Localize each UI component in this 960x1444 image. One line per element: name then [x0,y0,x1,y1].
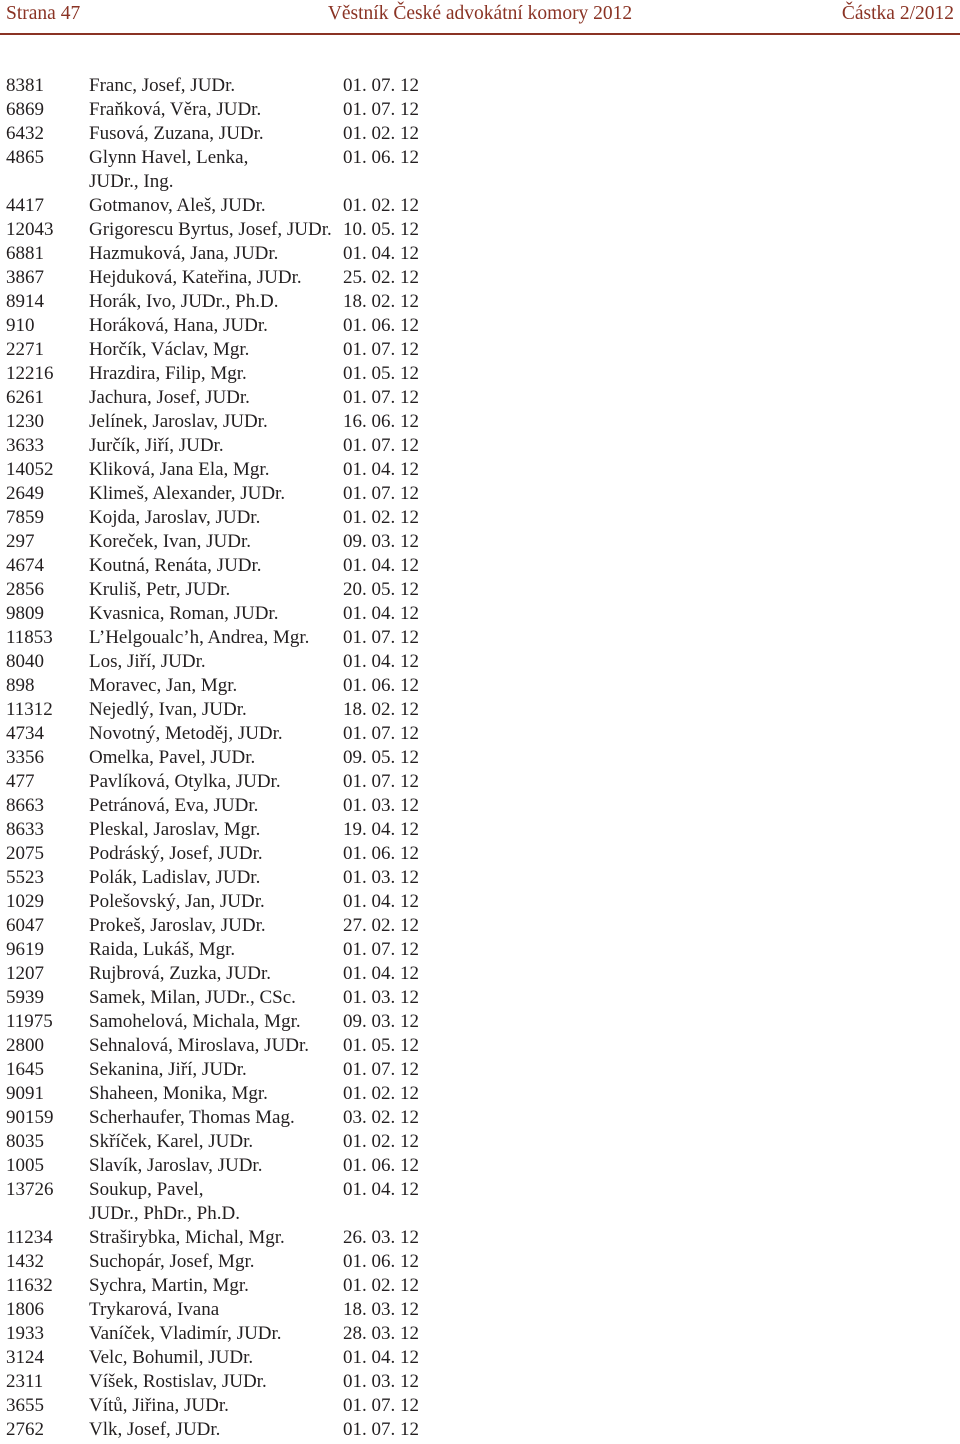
entry-row [0,386,960,410]
effective-date: 01. 07. 12 [343,1419,419,1440]
entry-row [0,770,960,794]
entry-row [0,938,960,962]
member-name: Horčík, Václav, Mgr. [89,339,250,360]
member-name: Omelka, Pavel, JUDr. [89,747,256,768]
effective-date: 20. 05. 12 [343,579,419,600]
entry-row [0,1106,960,1130]
registration-number: 13726 [6,1179,54,1200]
registration-number: 2800 [6,1035,44,1056]
member-name: Horák, Ivo, JUDr., Ph.D. [89,291,279,312]
member-name: Raida, Lukáš, Mgr. [89,939,236,960]
member-name: Kruliš, Petr, JUDr. [89,579,231,600]
entry-row [0,578,960,602]
entry-row [0,986,960,1010]
effective-date: 01. 05. 12 [343,363,419,384]
registration-number: 3124 [6,1347,44,1368]
registration-number: 6432 [6,123,44,144]
entry-row [0,362,960,386]
effective-date: 01. 06. 12 [343,1251,419,1272]
effective-date: 09. 03. 12 [343,1011,419,1032]
member-name: Trykarová, Ivana [89,1299,220,1320]
member-name: Hejduková, Kateřina, JUDr. [89,267,302,288]
registration-number: 8633 [6,819,44,840]
entry-row [0,410,960,434]
entry-row [0,242,960,266]
registration-number: 297 [6,531,35,552]
member-name: Hrazdira, Filip, Mgr. [89,363,247,384]
member-name: Víšek, Rostislav, JUDr. [89,1371,267,1392]
registration-number: 8914 [6,291,44,312]
effective-date: 01. 07. 12 [343,99,419,120]
registration-number: 11234 [6,1227,53,1248]
registration-number: 6261 [6,387,44,408]
entry-row [0,1370,960,1394]
registration-number: 12216 [6,363,54,384]
registration-number: 11632 [6,1275,53,1296]
entry-row [0,74,960,98]
member-name-line: JUDr., PhDr., Ph.D. [89,1203,240,1224]
registration-number: 2311 [6,1371,44,1392]
registration-number: 2856 [6,579,44,600]
entry-row [0,290,960,314]
effective-date: 01. 02. 12 [343,1275,419,1296]
registration-number: 11975 [6,1011,53,1032]
entry-row [0,98,960,122]
effective-date: 19. 04. 12 [343,819,419,840]
member-name: Jachura, Josef, JUDr. [89,387,250,408]
entry-row [0,962,960,986]
entry-row [0,1154,960,1178]
effective-date: 01. 07. 12 [343,435,419,456]
entry-row [0,1274,960,1298]
registration-number: 8381 [6,75,44,96]
entry-row [0,866,960,890]
member-name: Polešovský, Jan, JUDr. [89,891,265,912]
entry-row [0,338,960,362]
registration-number: 6047 [6,915,44,936]
effective-date: 01. 07. 12 [343,1395,419,1416]
member-name: Shaheen, Monika, Mgr. [89,1083,268,1104]
registration-number: 2271 [6,339,44,360]
member-name: Kojda, Jaroslav, JUDr. [89,507,261,528]
entry-row [0,194,960,218]
effective-date: 01. 03. 12 [343,1371,419,1392]
effective-date: 01. 04. 12 [343,891,419,912]
member-name: Grigorescu Byrtus, Josef, JUDr. [89,219,332,240]
member-name: Sehnalová, Miroslava, JUDr. [89,1035,310,1056]
registration-number: 6881 [6,243,44,264]
effective-date: 28. 03. 12 [343,1323,419,1344]
effective-date: 01. 03. 12 [343,795,419,816]
member-name: Vlk, Josef, JUDr. [89,1419,221,1440]
registration-number: 1645 [6,1059,44,1080]
member-name: Novotný, Metoděj, JUDr. [89,723,283,744]
effective-date: 01. 07. 12 [343,387,419,408]
member-name: Sekanina, Jiří, JUDr. [89,1059,247,1080]
entry-row [0,458,960,482]
effective-date: 01. 04. 12 [343,555,419,576]
entry-row [0,818,960,842]
registration-number: 1005 [6,1155,44,1176]
effective-date: 01. 02. 12 [343,1083,419,1104]
entry-row [0,1178,960,1226]
entry-row [0,530,960,554]
entry-row [0,1226,960,1250]
registration-number: 1230 [6,411,44,432]
member-name: Fusová, Zuzana, JUDr. [89,123,264,144]
member-name: Klimeš, Alexander, JUDr. [89,483,286,504]
entry-row [0,434,960,458]
effective-date: 01. 07. 12 [343,339,419,360]
entry-row [0,1322,960,1346]
effective-date: 10. 05. 12 [343,219,419,240]
registration-number: 2075 [6,843,44,864]
journal-title: Věstník České advokátní komory 2012 [327,3,633,24]
effective-date: 01. 02. 12 [343,195,419,216]
effective-date: 25. 02. 12 [343,267,419,288]
effective-date: 26. 03. 12 [343,1227,419,1248]
entry-row [0,602,960,626]
effective-date: 01. 04. 12 [343,243,419,264]
effective-date: 01. 03. 12 [343,867,419,888]
effective-date: 01. 07. 12 [343,771,419,792]
member-name-line: JUDr., Ing. [89,171,174,192]
effective-date: 01. 07. 12 [343,723,419,744]
registration-number: 477 [6,771,35,792]
member-name: Horáková, Hana, JUDr. [89,315,268,336]
registration-number: 910 [6,315,35,336]
entry-row [0,506,960,530]
member-name-line: Soukup, Pavel, [89,1179,204,1200]
member-name: Franc, Josef, JUDr. [89,75,236,96]
registration-number: 90159 [6,1107,54,1128]
member-list [0,74,960,1442]
member-name: Podráský, Josef, JUDr. [89,843,263,864]
entry-row [0,1418,960,1442]
member-name: Los, Jiří, JUDr. [89,651,206,672]
entry-row [0,482,960,506]
entry-row [0,914,960,938]
entry-row [0,890,960,914]
registration-number: 1207 [6,963,44,984]
registration-number: 8035 [6,1131,44,1152]
entry-row [0,1394,960,1418]
member-name: Vítů, Jiřina, JUDr. [89,1395,229,1416]
entry-row [0,1082,960,1106]
entry-row [0,1058,960,1082]
effective-date: 27. 02. 12 [343,915,419,936]
entry-row [0,1034,960,1058]
effective-date: 18. 03. 12 [343,1299,419,1320]
effective-date: 01. 07. 12 [343,1059,419,1080]
registration-number: 2762 [6,1419,44,1440]
registration-number: 3867 [6,267,44,288]
effective-date: 01. 04. 12 [343,603,419,624]
member-name: Vaníček, Vladimír, JUDr. [89,1323,282,1344]
member-name: Jurčík, Jiří, JUDr. [89,435,224,456]
effective-date: 01. 04. 12 [343,459,419,480]
entry-row [0,1298,960,1322]
entry-row [0,1010,960,1034]
effective-date: 01. 07. 12 [343,483,419,504]
effective-date: 01. 06. 12 [343,1155,419,1176]
member-name: Fraňková, Věra, JUDr. [89,99,262,120]
effective-date: 18. 02. 12 [343,291,419,312]
entry-row [0,674,960,698]
member-name: Koreček, Ivan, JUDr. [89,531,251,552]
entry-row [0,146,960,194]
effective-date: 01. 04. 12 [343,1179,419,1200]
page-header [0,2,960,26]
member-name: Rujbrová, Zuzka, JUDr. [89,963,272,984]
member-name [89,1178,339,1226]
effective-date: 01. 02. 12 [343,1131,419,1152]
registration-number: 14052 [6,459,54,480]
member-name: Moravec, Jan, Mgr. [89,675,238,696]
member-name: L’Helgoualc’h, Andrea, Mgr. [89,627,310,648]
entry-row [0,722,960,746]
registration-number: 3655 [6,1395,44,1416]
member-name: Straširybka, Michal, Mgr. [89,1227,285,1248]
member-name: Samek, Milan, JUDr., CSc. [89,987,296,1008]
effective-date: 01. 07. 12 [343,939,419,960]
entry-row [0,1346,960,1370]
registration-number: 2649 [6,483,44,504]
effective-date: 01. 06. 12 [343,147,419,168]
entry-row [0,554,960,578]
member-name: Pleskal, Jaroslav, Mgr. [89,819,261,840]
member-name: Skříček, Karel, JUDr. [89,1131,254,1152]
registration-number: 8663 [6,795,44,816]
entry-row [0,650,960,674]
effective-date: 01. 04. 12 [343,1347,419,1368]
registration-number: 12043 [6,219,54,240]
member-name: Velc, Bohumil, JUDr. [89,1347,254,1368]
registration-number: 6869 [6,99,44,120]
member-name: Kliková, Jana Ela, Mgr. [89,459,270,480]
member-name: Koutná, Renáta, JUDr. [89,555,262,576]
effective-date: 01. 07. 12 [343,75,419,96]
page-number: Strana 47 [6,3,81,24]
registration-number: 11312 [6,699,53,720]
registration-number: 3633 [6,435,44,456]
effective-date: 01. 06. 12 [343,315,419,336]
registration-number: 4417 [6,195,44,216]
entry-row [0,794,960,818]
registration-number: 1806 [6,1299,44,1320]
registration-number: 5523 [6,867,44,888]
effective-date: 01. 03. 12 [343,987,419,1008]
member-name: Slavík, Jaroslav, JUDr. [89,1155,263,1176]
member-name-line: Glynn Havel, Lenka, [89,147,249,168]
entry-row [0,1250,960,1274]
effective-date: 03. 02. 12 [343,1107,419,1128]
member-name [89,146,339,194]
registration-number: 7859 [6,507,44,528]
effective-date: 01. 06. 12 [343,843,419,864]
member-name: Sychra, Martin, Mgr. [89,1275,249,1296]
entry-row [0,266,960,290]
effective-date: 01. 06. 12 [343,675,419,696]
member-name: Nejedlý, Ivan, JUDr. [89,699,247,720]
member-name: Jelínek, Jaroslav, JUDr. [89,411,268,432]
header-rule [0,33,960,35]
member-name: Petránová, Eva, JUDr. [89,795,259,816]
effective-date: 01. 04. 12 [343,963,419,984]
effective-date: 01. 04. 12 [343,651,419,672]
entry-row [0,218,960,242]
member-name: Samohelová, Michala, Mgr. [89,1011,301,1032]
registration-number: 5939 [6,987,44,1008]
member-name: Polák, Ladislav, JUDr. [89,867,261,888]
effective-date: 01. 02. 12 [343,123,419,144]
entry-row [0,698,960,722]
registration-number: 9809 [6,603,44,624]
effective-date: 01. 02. 12 [343,507,419,528]
registration-number: 11853 [6,627,53,648]
entry-row [0,1130,960,1154]
entry-row [0,842,960,866]
entry-row [0,626,960,650]
effective-date: 16. 06. 12 [343,411,419,432]
entry-row [0,122,960,146]
registration-number: 4865 [6,147,44,168]
registration-number: 9091 [6,1083,44,1104]
member-name: Scherhaufer, Thomas Mag. [89,1107,295,1128]
registration-number: 898 [6,675,35,696]
effective-date: 09. 03. 12 [343,531,419,552]
member-name: Suchopár, Josef, Mgr. [89,1251,255,1272]
issue-number: Částka 2/2012 [841,3,954,24]
entry-row [0,746,960,770]
member-name: Pavlíková, Otylka, JUDr. [89,771,281,792]
registration-number: 9619 [6,939,44,960]
registration-number: 1432 [6,1251,44,1272]
member-name: Prokeš, Jaroslav, JUDr. [89,915,266,936]
member-name: Gotmanov, Aleš, JUDr. [89,195,266,216]
registration-number: 4734 [6,723,44,744]
effective-date: 09. 05. 12 [343,747,419,768]
registration-number: 1933 [6,1323,44,1344]
effective-date: 18. 02. 12 [343,699,419,720]
member-name: Kvasnica, Roman, JUDr. [89,603,279,624]
effective-date: 01. 05. 12 [343,1035,419,1056]
effective-date: 01. 07. 12 [343,627,419,648]
registration-number: 4674 [6,555,44,576]
registration-number: 8040 [6,651,44,672]
entry-row [0,314,960,338]
member-name: Hazmuková, Jana, JUDr. [89,243,279,264]
registration-number: 3356 [6,747,44,768]
registration-number: 1029 [6,891,44,912]
